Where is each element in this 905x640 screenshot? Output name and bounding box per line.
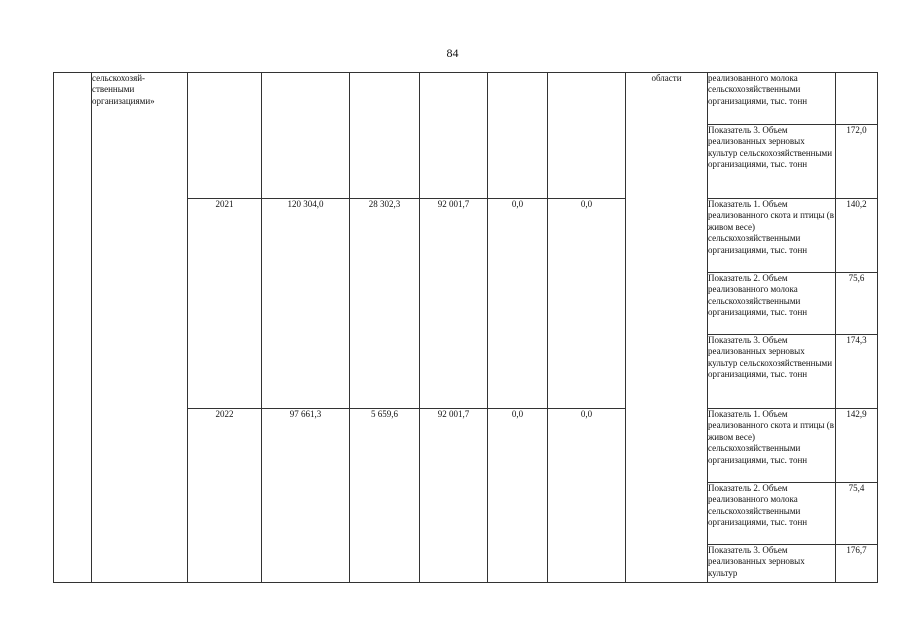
indicator-value: 172,0 [836,125,878,199]
indicator-value: 75,6 [836,273,878,335]
region-cell: области [626,73,708,583]
total-cell [262,73,350,199]
page-number: 84 [446,46,459,60]
year-cell [188,73,262,199]
measure-name-cell: сельскохозяй- ственными организациями» [92,73,188,583]
indicator-value: 174,3 [836,335,878,409]
indicator-value: 176,7 [836,545,878,583]
budget-cell-4: 0,0 [548,409,626,583]
indicator-label: Показатель 3. Объем реализованных зерновых культур сельскохозяйственными организациями, тыс. тонн [708,125,836,199]
budget-cell-3: 0,0 [488,409,548,583]
year-cell: 2022 [188,409,262,583]
budget-cell-3 [488,73,548,199]
indicator-value [836,73,878,125]
indicator-label: Показатель 2. Объем реализованного молока сельскохозяйственными организациями, тыс. тонн [708,483,836,545]
indicator-label: Показатель 2. Объем реализованного молока сельскохозяйственными организациями, тыс. тонн [708,273,836,335]
indicator-label: реализованного молока сельскохозяйственными организациями, тыс. тонн [708,73,836,125]
indicator-label: Показатель 3. Объем реализованных зерновых культур сельскохозяйственными организациями, тыс. тонн [708,335,836,409]
budget-cell-4: 0,0 [548,199,626,409]
budget-cell-1: 28 302,3 [350,199,420,409]
budget-cell-2 [420,73,488,199]
indicator-value: 140,2 [836,199,878,273]
indicator-value: 142,9 [836,409,878,483]
indicator-label: Показатель 1. Объем реализованного скота и птицы (в живом весе) сельскохозяйственными организациями, тыс. тонн [708,199,836,273]
indicator-value: 75,4 [836,483,878,545]
total-cell: 120 304,0 [262,199,350,409]
budget-cell-1 [350,73,420,199]
budget-cell-2: 92 001,7 [420,409,488,583]
program-table [53,72,878,583]
year-cell: 2021 [188,199,262,409]
total-cell: 97 661,3 [262,409,350,583]
budget-cell-4 [548,73,626,199]
budget-cell-3: 0,0 [488,199,548,409]
row-number-cell [54,73,92,583]
budget-cell-1: 5 659,6 [350,409,420,583]
indicator-label: Показатель 3. Объем реализованных зерновых культур [708,545,836,583]
indicator-label: Показатель 1. Объем реализованного скота и птицы (в живом весе) сельскохозяйственными организациями, тыс. тонн [708,409,836,483]
budget-cell-2: 92 001,7 [420,199,488,409]
